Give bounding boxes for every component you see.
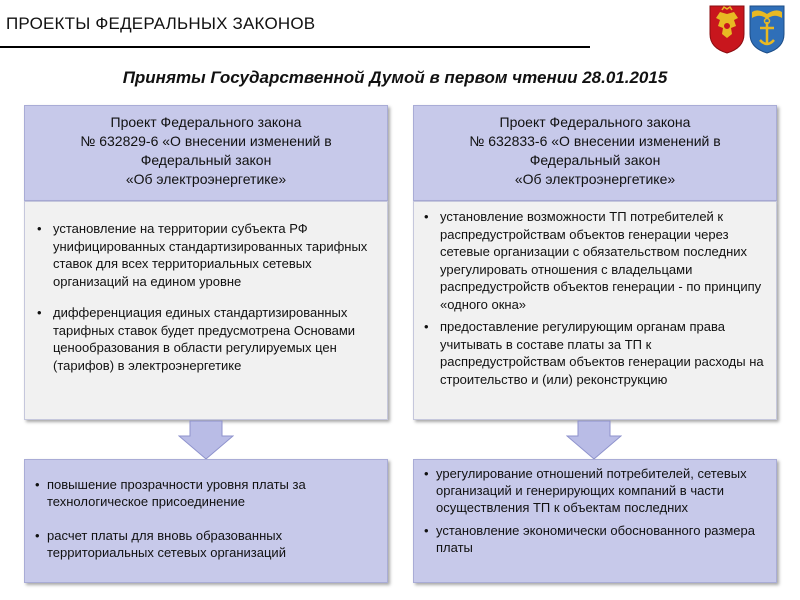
left-item: • установление на территории субъекта РФ унифицированных стандартизированных тарифных ставок для всех территориальных сетевых организаций на едином уровне [33,220,379,290]
left-head-line: Федеральный закон [140,152,272,168]
left-down-arrow-icon [178,420,234,460]
right-card-head [413,105,777,201]
left-item: • дифференциация единых стандартизированных тарифных ставок будет предусмотрена Основами ценообразования в области регулируемых цен (тарифов) в электроэнергетике [33,304,379,374]
right-head-line: Проект Федерального закона [499,114,691,130]
right-head-line: Федеральный закон [529,152,661,168]
right-outcomes [413,459,777,583]
right-down-arrow-icon [566,420,622,460]
left-outcome: • расчет платы для вновь образованных территориальных сетевых организаций [33,527,379,561]
right-item: • предоставление регулирующим органам права учитывать в составе платы за ТП к распредустройствам объектов генерации расходы на строительство и (или) реконструкцию [420,318,770,388]
right-head-line: № 632833-6 «О внесении изменений в [469,133,721,149]
left-outcomes [24,459,388,583]
left-outcome: • повышение прозрачности уровня платы за технологическое присоединение [33,476,379,510]
page-subtitle: Приняты Государственной Думой в первом чтении 28.01.2015 [122,68,668,87]
right-outcome: • урегулирование отношений потребителей, сетевых организаций и генерирующих компаний в части осуществления ТП к объектам последних [422,465,768,516]
left-card-body [24,201,388,420]
regional-coat-of-arms-icon [748,4,786,54]
left-head-line: № 632829-6 «О внесении изменений в [80,133,332,149]
right-card-body [413,201,777,420]
right-item: • установление возможности ТП потребителей к распредустройствам объектов генерации через сетевые организации с обязательством последних урегулировать отношения с владельцами распредустройств объектов генерации - по принципу «одного окна» [420,208,770,313]
right-outcome: • установление экономически обоснованного размера платы [422,522,768,556]
left-head-line: Проект Федерального закона [110,114,302,130]
right-head-line: «Об электроэнергетике» [514,171,676,187]
header-divider [0,46,590,48]
left-card-head [24,105,388,201]
header-title: ПРОЕКТЫ ФЕДЕРАЛЬНЫХ ЗАКОНОВ [6,14,316,33]
russia-coat-of-arms-icon [708,4,746,54]
left-head-line: «Об электроэнергетике» [125,171,287,187]
